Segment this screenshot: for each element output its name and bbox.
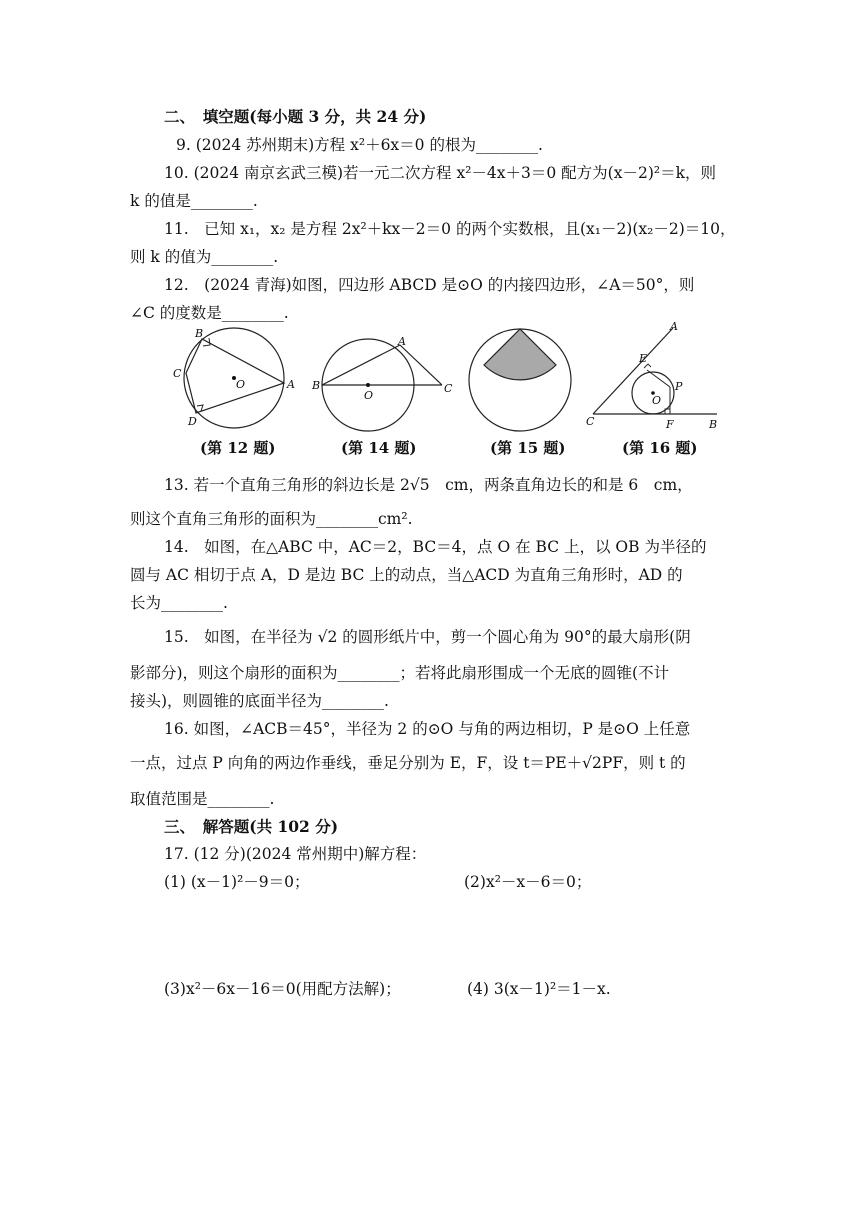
question-13-line-1: 13. 若一个直角三角形的斜边长是 2√5 cm，两条直角边长的和是 6 cm， — [164, 476, 693, 494]
question-14-line-2: 圆与 AC 相切于点 A，D 是边 BC 上的动点，当△ACD 为直角三角形时，AD 的 — [130, 566, 683, 584]
fig12-label-c: C — [173, 367, 182, 380]
question-10-line-1: 10. (2024 南京玄武三模)若一元二次方程 x²－4x＋3＝0 配方为(x－2)²＝k，则 — [164, 164, 716, 182]
question-14-line-3: 长为________. — [130, 594, 228, 612]
question-17-part-4: (4) 3(x－1)²＝1－x. — [467, 980, 611, 998]
section-2-heading: 二、 填空题(每小题 3 分，共 24 分) — [164, 107, 427, 126]
fig16-label-a: A — [670, 320, 678, 333]
question-15-line-1: 15. 如图，在半径为 √2 的圆形纸片中，剪一个圆心角为 90°的最大扇形(阴 — [164, 628, 691, 646]
question-10-line-2: k 的值是________. — [130, 192, 258, 210]
fig16-label-o: O — [652, 394, 662, 407]
question-16-line-1: 16. 如图，∠ACB＝45°，半径为 2 的⊙O 与角的两边相切，P 是⊙O 上任意 — [164, 720, 691, 738]
figure-14-caption: (第 14 题) — [341, 439, 417, 457]
fig16-label-e: E — [639, 352, 648, 365]
question-16-line-2: 一点，过点 P 向角的两边作垂线，垂足分别为 E，F，设 t＝PE＋√2PF，则 t 的 — [130, 754, 686, 772]
figure-12-caption: (第 12 题) — [200, 439, 276, 457]
figure-16 — [585, 318, 725, 433]
figure-14 — [310, 335, 460, 410]
question-17-part-2: (2)x²－x－6＝0； — [464, 873, 592, 891]
question-16-line-3: 取值范围是________. — [130, 790, 275, 808]
fig16-label-f: F — [666, 418, 674, 431]
question-11-line-2: 则 k 的值为________. — [130, 248, 279, 266]
question-9: 9. (2024 苏州期末)方程 x²＋6x＝0 的根为________. — [176, 136, 543, 154]
fig12-label-o: O — [236, 378, 246, 391]
question-14-line-1: 14. 如图，在△ABC 中，AC＝2，BC＝4，点 O 在 BC 上，以 OB 为半径的 — [164, 538, 707, 556]
fig16-label-c: C — [586, 415, 595, 428]
figure-16-caption: (第 16 题) — [622, 439, 698, 457]
fig14-label-o: O — [364, 389, 374, 402]
fig12-label-b: B — [195, 327, 204, 340]
fig12-label-a: A — [287, 378, 295, 391]
question-13-line-2: 则这个直角三角形的面积为________cm². — [130, 510, 413, 528]
section-3-heading: 三、 解答题(共 102 分) — [164, 817, 339, 836]
question-15-line-3: 接头)，则圆锥的底面半径为________. — [130, 692, 389, 710]
figure-15 — [466, 328, 576, 433]
fig14-label-b: B — [312, 379, 321, 392]
question-17-part-1: (1) (x－1)²－9＝0； — [164, 873, 310, 891]
figure-15-caption: (第 15 题) — [490, 439, 566, 457]
fig12-label-d: D — [188, 415, 197, 428]
fig16-label-p: P — [675, 380, 683, 393]
question-17-stem: 17. (12 分)(2024 常州期中)解方程： — [164, 845, 427, 863]
figure-12 — [168, 325, 298, 430]
question-12-line-2: ∠C 的度数是________. — [130, 304, 289, 322]
question-15-line-2: 影部分)，则这个扇形的面积为________；若将此扇形围成一个无底的圆锥(不计 — [130, 664, 670, 682]
question-17-part-3: (3)x²－6x－16＝0(用配方法解)； — [164, 980, 401, 998]
fig14-label-a: A — [398, 335, 406, 348]
question-11-line-1: 11. 已知 x₁，x₂ 是方程 2x²＋kx－2＝0 的两个实数根，且(x₁－2)(x₂－2)＝10， — [164, 220, 736, 238]
fig16-label-b: B — [709, 418, 718, 431]
fig14-label-c: C — [444, 382, 453, 395]
question-12-line-1: 12. (2024 青海)如图，四边形 ABCD 是⊙O 的内接四边形，∠A＝50°，则 — [164, 276, 695, 294]
